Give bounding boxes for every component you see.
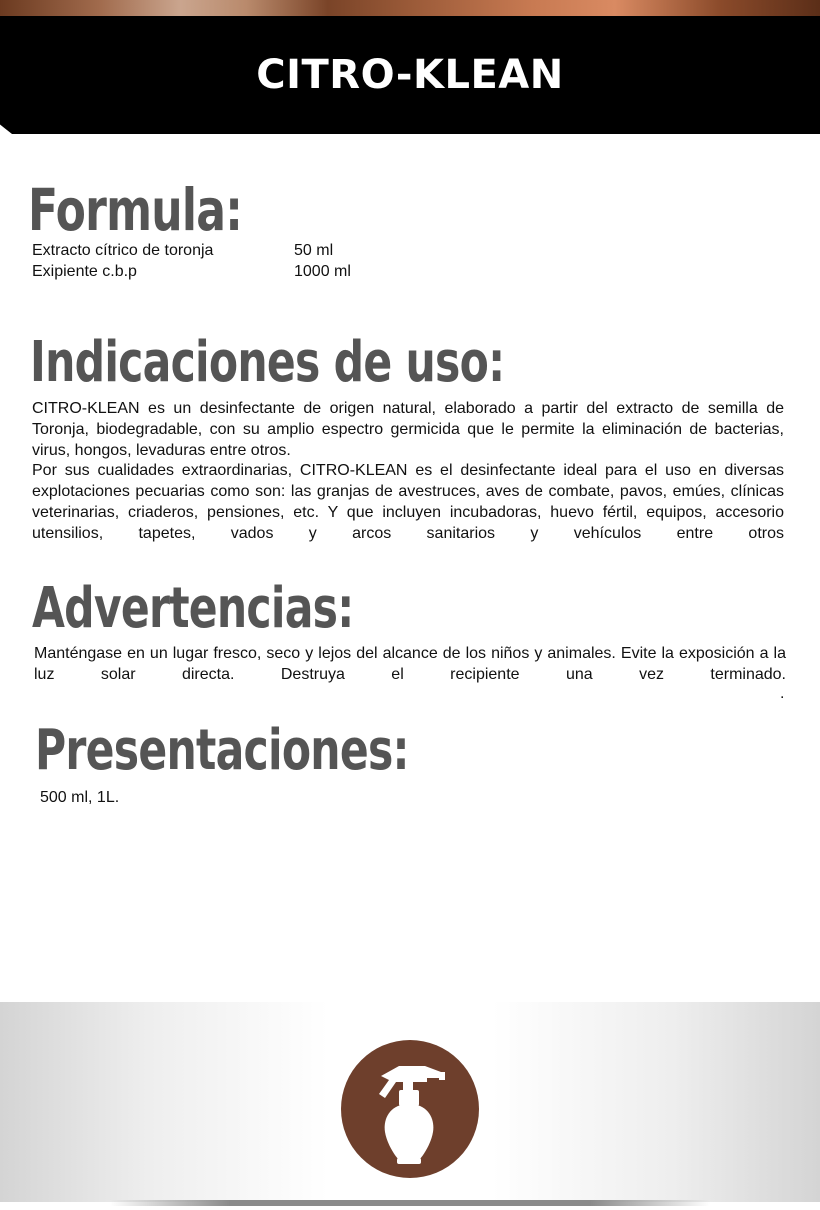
- spray-bottle-icon: [341, 1040, 479, 1178]
- footer-divider: [110, 1200, 710, 1206]
- ingredient-name: Extracto cítrico de toronja: [32, 242, 214, 259]
- indicaciones-heading: Indicaciones de uso:: [30, 330, 505, 395]
- top-decorative-strip: [0, 0, 820, 16]
- formula-heading: Formula:: [28, 176, 243, 244]
- presentaciones-heading: Presentaciones:: [35, 718, 409, 783]
- advertencias-paragraph: Manténgase en un lugar fresco, seco y lejos del alcance de los niños y animales. Evite la exposición a la luz solar directa. Destruya el recipiente una vez terminado.: [34, 645, 786, 683]
- indicaciones-paragraph: Por sus cualidades extraordinarias, CITRO-KLEAN es el desinfectante ideal para el uso en diversas explotaciones pecuarias como son: las granjas de avestruces, aves de combate, pavos, emúes, clínicas veterinarias, criaderos, pensiones, etc. Y que incluyen incubadoras, huevo fértil, equipos, accesorio utensilios, tapetes, vados y arcos sanitarios y vehículos entre otros: [32, 462, 784, 542]
- product-title: CITRO-KLEAN: [256, 52, 564, 98]
- indicaciones-paragraph: CITRO-KLEAN es un desinfectante de origen natural, elaborado a partir del extracto de semilla de Toronja, biodegradable, con su amplio espectro germicida que le permite la eliminación de bacterias, virus, hongos, levaduras entre otros.: [32, 400, 784, 459]
- ingredient-amount: 1000 ml: [294, 263, 351, 280]
- formula-table: [32, 240, 351, 282]
- trailing-dot: .: [780, 685, 785, 702]
- ingredient-amount: 50 ml: [294, 242, 334, 259]
- advertencias-heading: Advertencias:: [32, 576, 354, 641]
- presentaciones-text: 500 ml, 1L.: [40, 789, 120, 806]
- formula-row: [32, 240, 351, 261]
- ingredient-name: Exipiente c.b.p: [32, 263, 137, 280]
- formula-row: [32, 261, 351, 282]
